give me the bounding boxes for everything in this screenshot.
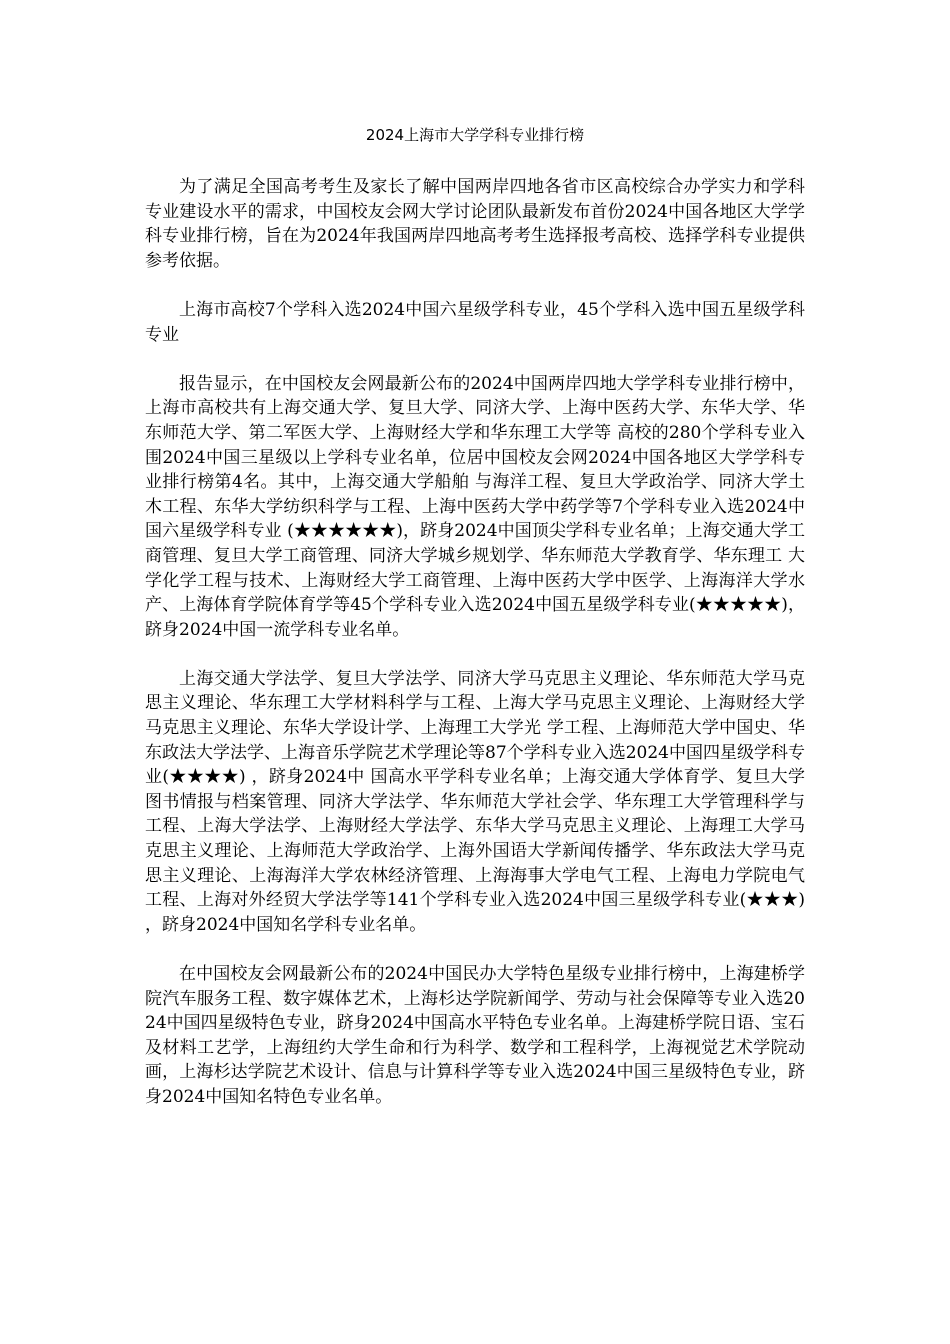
paragraph-summary: 上海市高校7个学科入选2024中国六星级学科专业，45个学科入选中国五星级学科专业 bbox=[145, 299, 805, 345]
paragraph-intro: 为了满足全国高考考生及家长了解中国两岸四地各省市区高校综合办学实力和学科专业建设水平的需求，中国校友会网大学讨论团队最新发布首份2024中国各地区大学学科专业排行榜，旨在为2024年我国两岸四地高考考生选择报考高校、选择学科专业提供参考依据。 bbox=[145, 177, 805, 271]
document-title: 2024上海市大学学科专业排行榜 bbox=[365, 126, 585, 144]
document-body bbox=[145, 175, 805, 1110]
paragraph-four-star: 上海交通大学法学、复旦大学法学、同济大学马克思主义理论、华东师范大学马克思主义理论、华东理工大学材料科学与工程、上海大学马克思主义理论、上海财经大学马克思主义理论、东华大学设计学、上海理工大学光 学工程、上海师范大学中国史、华东政法大学法学、上海音乐学院艺术学理论等87个学科专业入选2024中国四星级学科专业(★★★★) ，跻身2024中 国高水平学科专业名单；上海交通大学体育学、复旦大学图书情报与档案管理、同济大学法学、华东师范大学社会学、华东理工大学管理科学与工程、上海大学法学、上海财经大学法学、东华大学马克思主义理论、上海理工大学马克思主义理论、上海师范大学政治学、上海外国语大学新闻传播学、华东政法大学马克思主义理论、上海海洋大学农林经济管理、上海海事大学电气工程、上海电力学院电气工程、上海对外经贸大学法学等141个学科专业入选2024中国三星级学科专业(★★★)，跻身2024中国知名学科专业名单。 bbox=[145, 668, 805, 935]
paragraph-report: 报告显示，在中国校友会网最新公布的2024中国两岸四地大学学科专业排行榜中，上海市高校共有上海交通大学、复旦大学、同济大学、上海中医药大学、东华大学、华东师范大学、第二军医大学、上海财经大学和华东理工大学等 高校的280个学科专业入围2024中国三星级以上学科专业名单，位居中国校友会网2024中国各地区大学学科专业排行榜第4名。其中，上海交通大学船舶 与海洋工程、复旦大学政治学、同济大学土木工程、东华大学纺织科学与工程、上海中医药大学中药学等7个学科专业入选2024中国六星级学科专业 (★★★★★★)，跻身2024中国顶尖学科专业名单；上海交通大学工商管理、复旦大学工商管理、同济大学城乡规划学、华东师范大学教育学、华东理工 大学化学工程与技术、上海财经大学工商管理、上海中医药大学中医学、上海海洋大学水产、上海体育学院体育学等45个学科专业入选2024中国五星级学科专业(★★★★★)，跻身2024中国一流学科专业名单。 bbox=[145, 373, 805, 640]
paragraph-private-universities: 在中国校友会网最新公布的2024中国民办大学特色星级专业排行榜中，上海建桥学院汽车服务工程、数字媒体艺术，上海杉达学院新闻学、劳动与社会保障等专业入选2024中国四星级特色专业，跻身2024中国高水平特色专业名单。上海建桥学院日语、宝石及材料工艺学，上海纽约大学生命和行为科学、数学和工程科学，上海视觉艺术学院动画，上海杉达学院艺术设计、信息与计算科学等专业入选2024中国三星级特色专业，跻身2024中国知名特色专业名单。 bbox=[145, 964, 805, 1107]
